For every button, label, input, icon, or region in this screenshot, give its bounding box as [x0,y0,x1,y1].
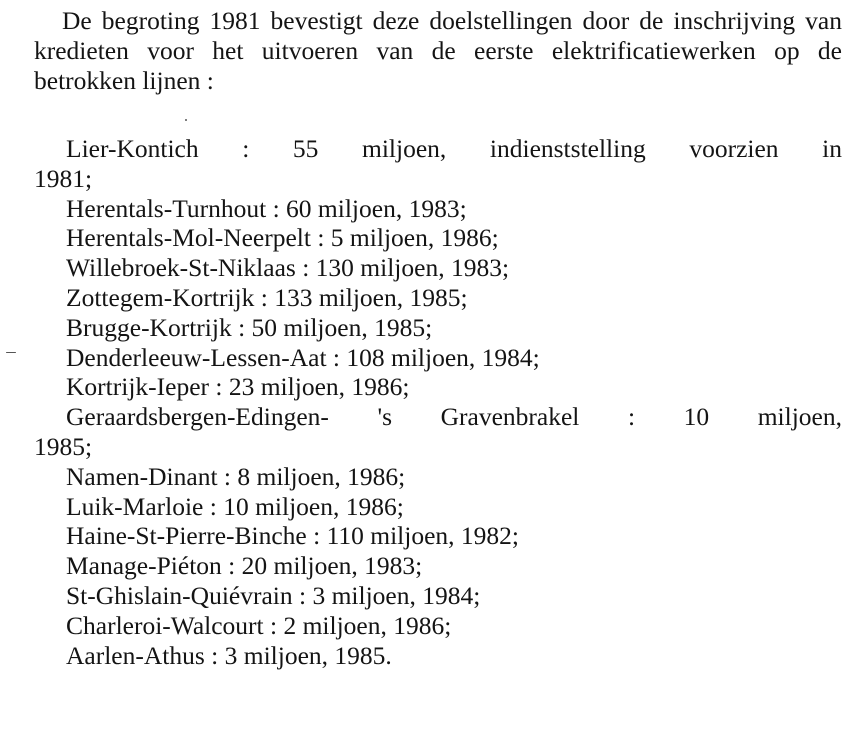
list-item: Aarlen-Athus : 3 miljoen, 1985. [66,640,392,670]
list-item: Geraardsbergen-Edingen- 's Gravenbrakel : 10 miljoen, [66,402,842,432]
list-item: Brugge-Kortrijk : 50 miljoen, 1985; [66,312,433,342]
list-item: Willebroek-St-Niklaas : 130 miljoen, 1983; [66,253,510,283]
list-item: Herentals-Mol-Neerpelt : 5 miljoen, 1986; [66,223,499,253]
list-item: Denderleeuw-Lessen-Aat : 108 miljoen, 1984; [66,342,540,372]
list-item: Kortrijk-Ieper : 23 miljoen, 1986; [66,372,410,402]
list-item: Herentals-Turnhout : 60 miljoen, 1983; [66,193,467,223]
list-item-continuation: 1981; [34,163,93,193]
list-item: Namen-Dinant : 8 miljoen, 1986; [66,461,406,491]
list-item-continuation: 1985; [34,431,93,461]
list-item: Lier-Kontich : 55 miljoen, indienststelling voorzien in [66,134,842,163]
stray-mark [6,352,16,353]
list-item: Charleroi-Walcourt : 2 miljoen, 1986; [66,610,452,640]
list-item: St-Ghislain-Quiévrain : 3 miljoen, 1984; [66,580,481,610]
electrification-line-list [34,134,842,670]
list-item: Zottegem-Kortrijk : 133 miljoen, 1985; [66,282,468,312]
stray-mark [185,119,187,121]
list-item: Luik-Marloie : 10 miljoen, 1986; [66,491,404,521]
list-item: Haine-St-Pierre-Binche : 110 miljoen, 1982; [66,521,519,551]
list-item: Manage-Piéton : 20 miljoen, 1983; [66,551,423,581]
intro-paragraph: De begroting 1981 bevestigt deze doelstellingen door de inschrijving van kredieten voor het uitvoeren van de eerste elektrificatiewerken op de betrokken lijnen : [34,6,842,95]
